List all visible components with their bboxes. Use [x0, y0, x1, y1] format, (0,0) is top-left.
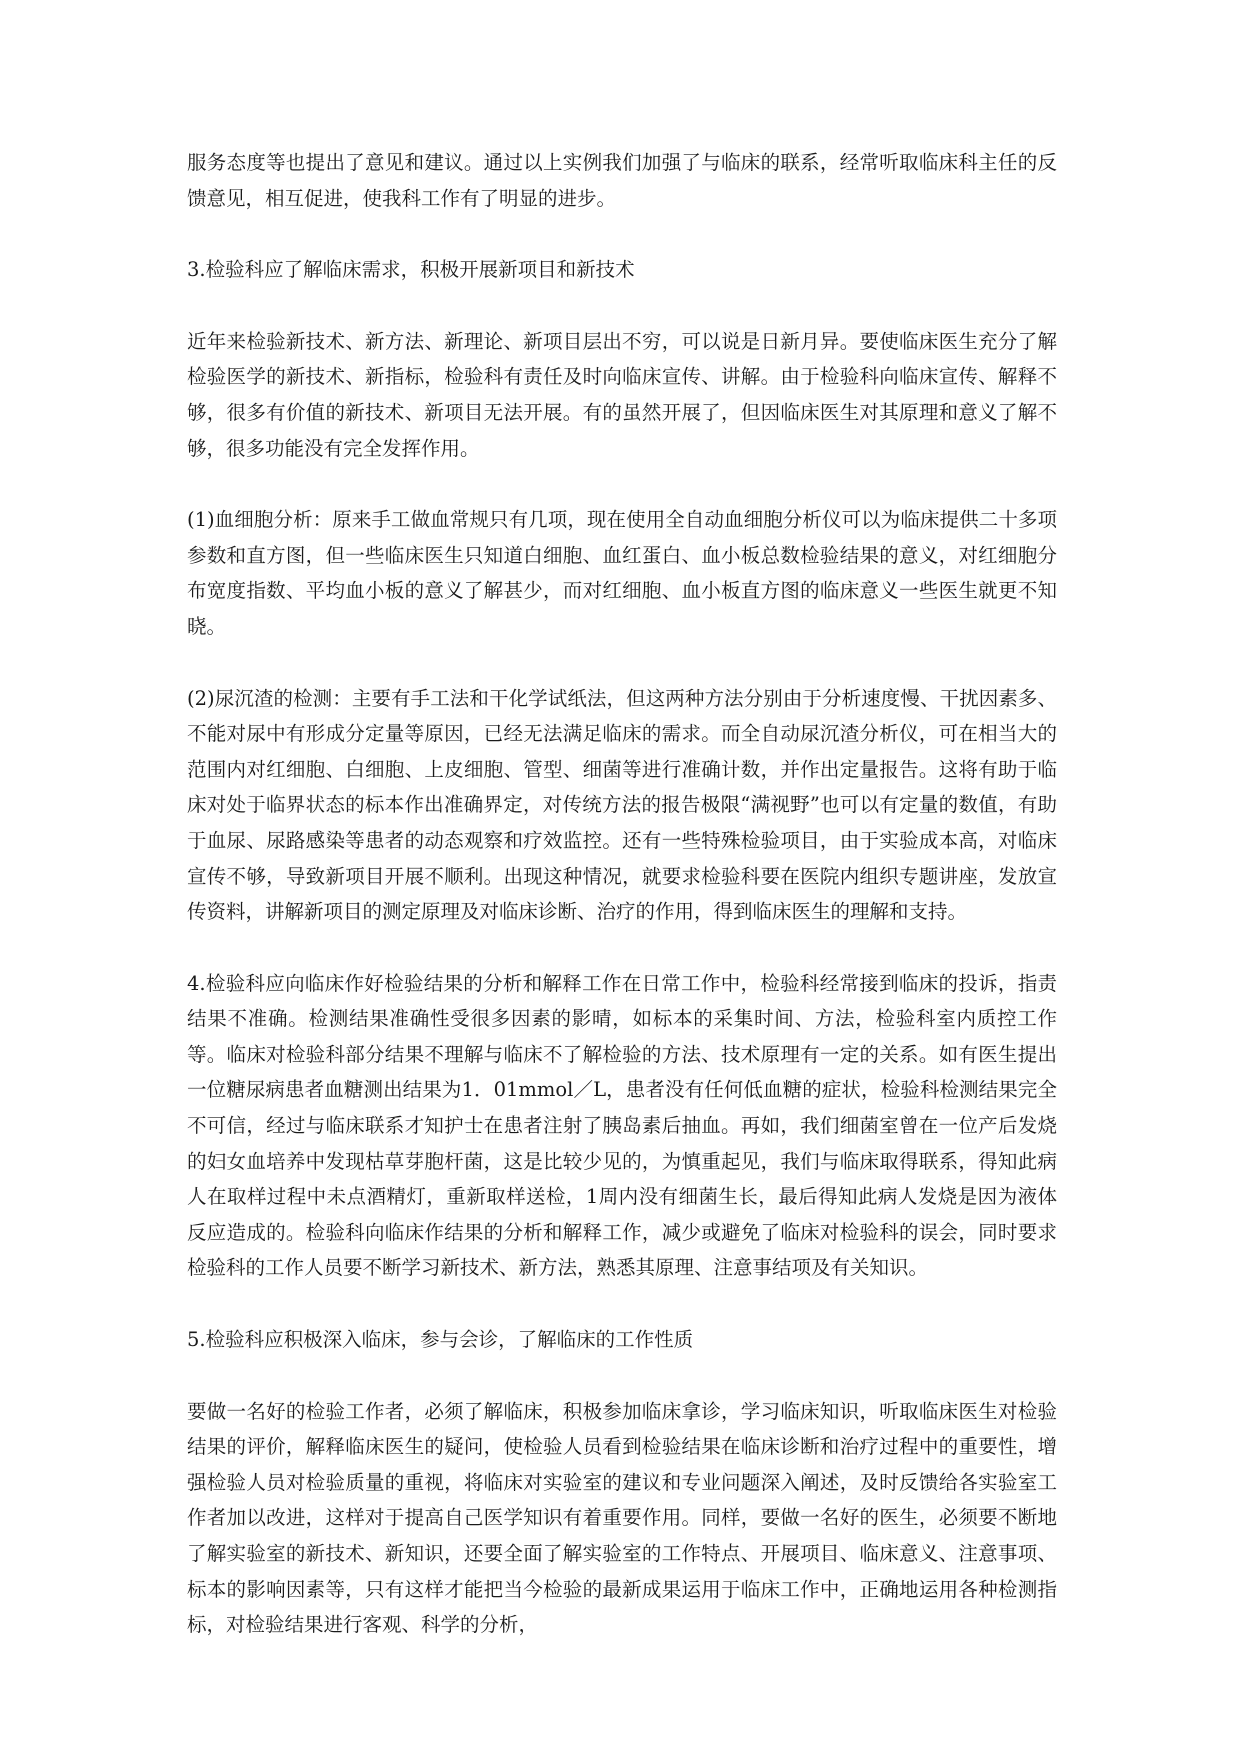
paragraph-blood-cell-analysis: (1)血细胞分析：原来手工做血常规只有几项，现在使用全自动血细胞分析仪可以为临床提供二十多项参数和直方图，但一些临床医生只知道白细胞、血红蛋白、血小板总数检验结果的意义，对红细胞分布宽度指数、平均血小板的意义了解甚少，而对红细胞、血小板直方图的临床意义一些医生就更不知晓。 [187, 508, 1057, 638]
paragraph-service-attitude: 服务态度等也提出了意见和建议。通过以上实例我们加强了与临床的联系，经常听取临床科主任的反馈意见，相互促进，使我科工作有了明显的进步。 [187, 151, 1057, 210]
section-heading-5: 5.检验科应积极深入临床，参与会诊，了解临床的工作性质 [187, 1328, 694, 1352]
paragraph-new-techniques: 近年来检验新技术、新方法、新理论、新项目层出不穷，可以说是日新月异。要使临床医生充分了解检验医学的新技术、新指标，检验科有责任及时向临床宣传、讲解。由于检验科向临床宣传、解释不够，很多有价值的新技术、新项目无法开展。有的虽然开展了，但因临床医生对其原理和意义了解不够，很多功能没有完全发挥作用。 [187, 329, 1057, 460]
paragraph-clinical-consultation: 要做一名好的检验工作者，必须了解临床，积极参加临床拿诊，学习临床知识，听取临床医生对检验结果的评价，解释临床医生的疑问，使检验人员看到检验结果在临床诊断和治疗过程中的重要性，增强检验人员对检验质量的重视，将临床对实验室的建议和专业问题深入阐述，及时反馈给各实验室工作者加以改进，这样对于提高自己医学知识有着重要作用。同样，要做一名好的医生，必须要不断地了解实验室的新技术、新知识，还要全面了解实验室的工作特点、开展项目、临床意义、注意事项、标本的影响因素等，只有这样才能把当今检验的最新成果运用于临床工作中，正确地运用各种检测指标，对检验结果进行客观、科学的分析， [187, 1399, 1057, 1637]
document-page [187, 145, 1057, 1679]
paragraph-urine-sediment: (2)尿沉渣的检测：主要有手工法和干化学试纸法，但这两种方法分别由于分析速度慢、干扰因素多、不能对尿中有形成分定量等原因，已经无法满足临床的需求。而全自动尿沉渣分析仪，可在相当大的范围内对红细胞、白细胞、上皮细胞、管型、细菌等进行准确计数，并作出定量报告。这将有助于临床对处于临界状态的标本作出准确界定，对传统方法的报告极限“满视野”也可以有定量的数值，有助于血尿、尿路感染等患者的动态观察和疗效监控。还有一些特殊检验项目，由于实验成本高，对临床宣传不够，导致新项目开展不顺利。出现这种情况，就要求检验科要在医院内组织专题讲座，发放宣传资料，讲解新项目的测定原理及对临床诊断、治疗的作用，得到临床医生的理解和支持。 [187, 686, 1057, 924]
section-heading-3: 3.检验科应了解临床需求，积极开展新项目和新技术 [187, 258, 635, 282]
paragraph-result-explanation: 4.检验科应向临床作好检验结果的分析和解释工作在日常工作中，检验科经常接到临床的投诉，指责结果不准确。检测结果准确性受很多因素的影晴，如标本的采集时间、方法，检验科室内质控工作等。临床对检验科部分结果不理解与临床不了解检验的方法、技术原理有一定的关系。如有医生提出一位糖尿病患者血糖测出结果为1．01mmol／L，患者没有任何低血糖的症状，检验科检测结果完全不可信，经过与临床联系才知护士在患者注射了胰岛素后抽血。再如，我们细菌室曾在一位产后发烧的妇女血培养中发现枯草芽胞杆菌，这是比较少见的，为慎重起见，我们与临床取得联系，得知此病人在取样过程中未点酒精灯，重新取样送检，1周内没有细菌生长，最后得知此病人发烧是因为液体反应造成的。检验科向临床作结果的分析和解释工作，减少或避免了临床对检验科的误会，同时要求检验科的工作人员要不断学习新技术、新方法，熟悉其原理、注意事结项及有关知识。 [187, 971, 1057, 1280]
